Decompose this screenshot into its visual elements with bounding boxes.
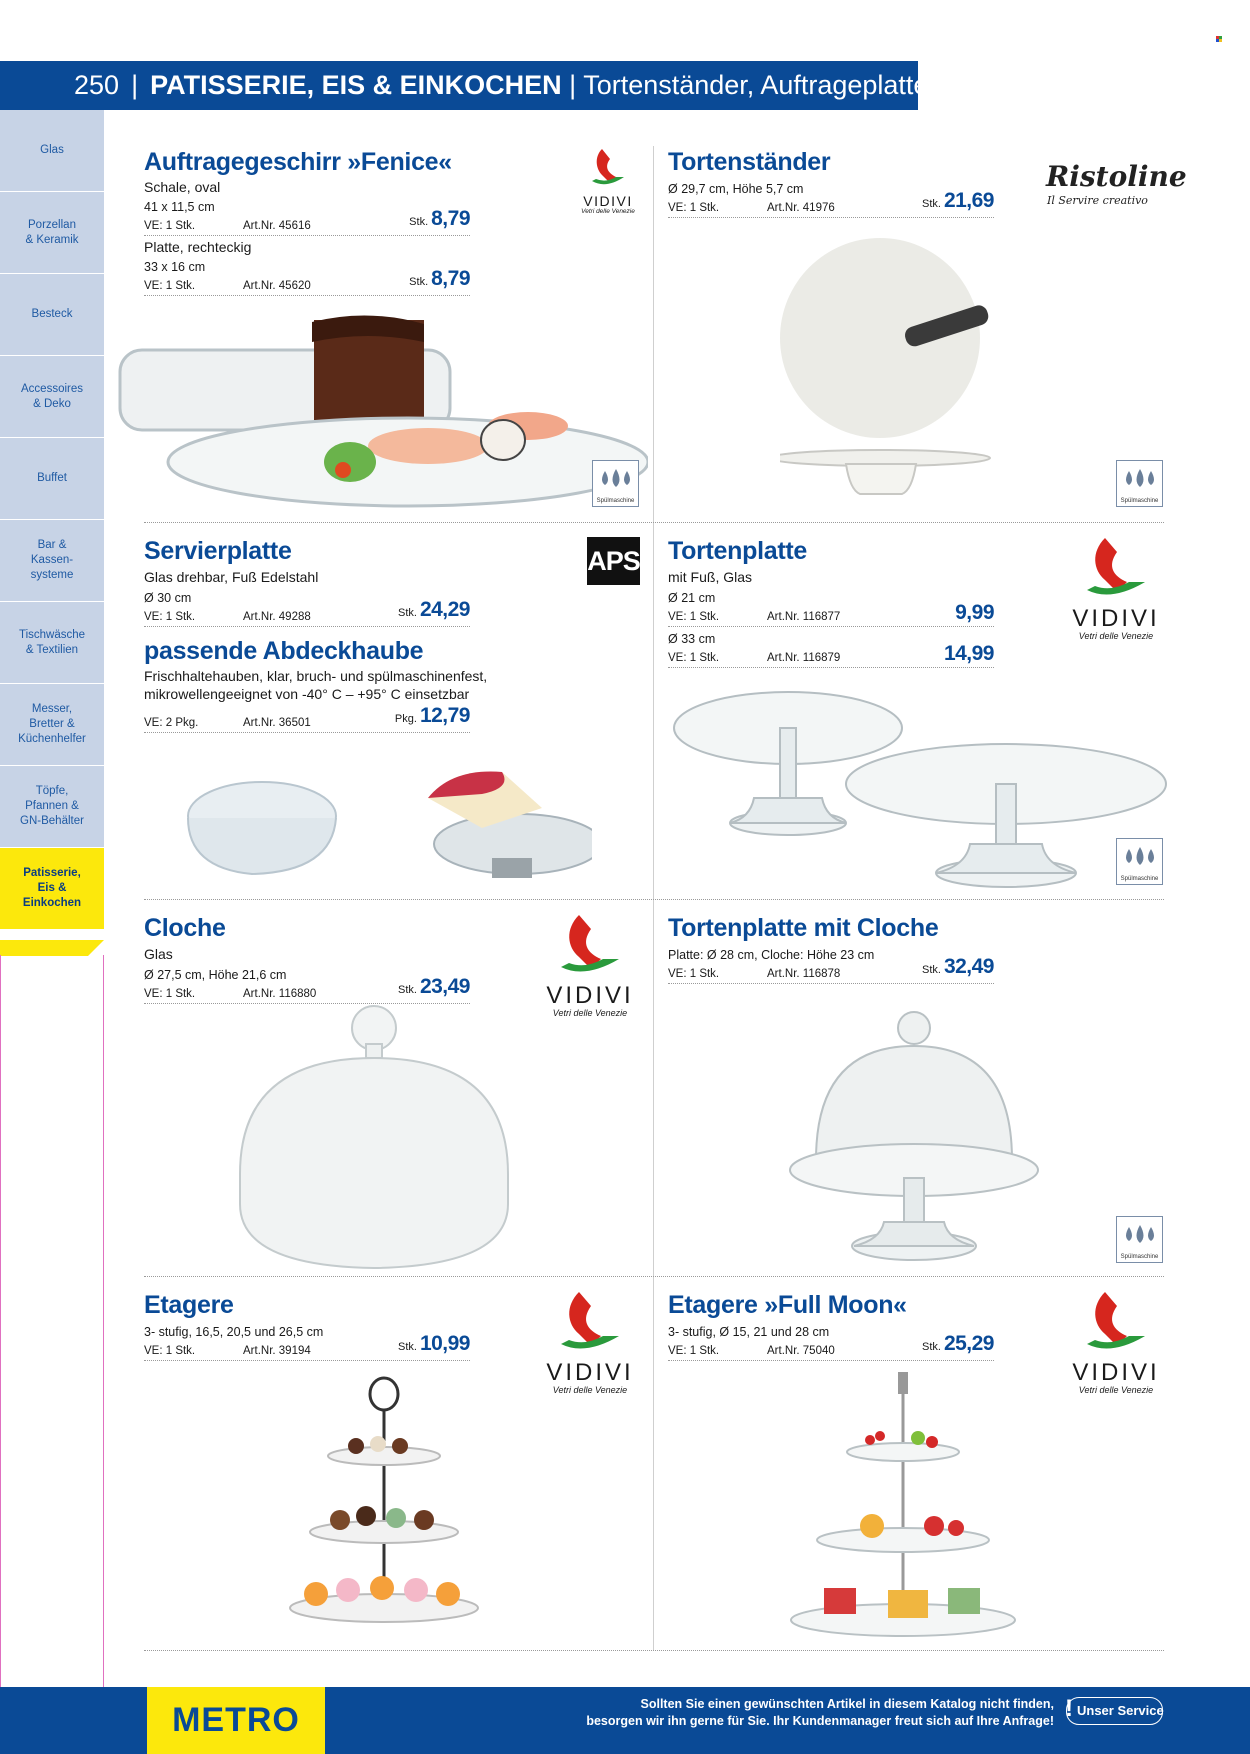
product-dimensions: 3- stufig, Ø 15, 21 und 28 cm xyxy=(668,1325,830,1339)
product-tortenplatte xyxy=(668,536,994,668)
price-unit: Stk. xyxy=(921,964,941,976)
product-title: Tortenplatte xyxy=(668,537,807,565)
price-value: 32,49 xyxy=(943,955,994,978)
price-unit: Pkg. xyxy=(394,713,417,725)
packaging-unit: VE: 1 Stk. xyxy=(668,1345,720,1357)
dishwasher-safe-icon xyxy=(1116,838,1163,885)
active-tab-tail xyxy=(0,940,104,956)
product-dimensions: Platte: Ø 28 cm, Cloche: Höhe 23 cm xyxy=(668,948,875,962)
vidivi-wordmark: VIDIVI xyxy=(583,193,633,209)
price-value: 9,99 xyxy=(955,601,994,624)
exclamation-icon: ! xyxy=(1065,1695,1073,1722)
article-number: Art.Nr. 36501 xyxy=(243,717,311,729)
packaging-unit: VE: 1 Stk. xyxy=(144,988,196,1000)
sidebar-item-tischwaesche[interactable]: Tischwäsche & Textilien xyxy=(0,602,104,684)
vidivi-logo xyxy=(540,913,640,1019)
article-number: Art.Nr. 39194 xyxy=(243,1345,311,1357)
product-dimensions: Ø 33 cm xyxy=(668,632,716,646)
price-value: 25,29 xyxy=(943,1332,994,1355)
product-title: Tortenständer xyxy=(668,148,831,176)
product-dimensions: 3- stufig, 16,5, 20,5 und 26,5 cm xyxy=(144,1325,324,1339)
dishwasher-label: Spülmaschine xyxy=(596,498,635,504)
price xyxy=(395,704,470,731)
ristoline-logo: Ristoline xyxy=(1046,160,1187,193)
footer-line-2: besorgen wir ihn gerne für Sie. Ihr Kundenmanager freut sich auf Ihre Anfrage! xyxy=(586,1714,1054,1728)
price-value: 12,79 xyxy=(419,704,470,727)
header-separator: | xyxy=(131,70,139,100)
product-etagere xyxy=(144,1290,470,1361)
price-value: 10,99 xyxy=(419,1332,470,1355)
metro-logo: METRO xyxy=(172,1701,300,1739)
price-unit: Stk. xyxy=(397,607,417,619)
product-dimensions: 33 x 16 cm xyxy=(144,260,206,274)
footer-message xyxy=(586,1696,1054,1730)
product-dimensions: Ø 27,5 cm, Höhe 21,6 cm xyxy=(144,968,287,982)
price xyxy=(398,1332,470,1359)
price xyxy=(409,267,470,294)
dishwasher-label: Spülmaschine xyxy=(1120,1254,1159,1260)
dishwasher-label: Spülmaschine xyxy=(1120,876,1159,882)
vidivi-logo xyxy=(1066,1290,1166,1396)
vidivi-logo xyxy=(1066,536,1166,642)
price-value: 8,79 xyxy=(431,267,470,290)
etagere-image xyxy=(286,1376,482,1638)
price xyxy=(398,975,470,1002)
price-unit: Stk. xyxy=(921,1341,941,1353)
vidivi-emblem xyxy=(1081,536,1151,602)
sidebar-item-toepfe[interactable]: Töpfe, Pfannen & GN-Behälter xyxy=(0,766,104,848)
row-divider-3 xyxy=(144,1276,1164,1277)
dishwasher-label: Spülmaschine xyxy=(1120,498,1159,504)
price-row xyxy=(668,601,994,627)
row-divider-4 xyxy=(144,1650,1164,1651)
price-unit: Stk. xyxy=(397,1341,417,1353)
product-title: passende Abdeckhaube xyxy=(144,637,424,665)
sidebar-border xyxy=(0,955,104,1687)
product-description: Glas xyxy=(144,946,173,962)
product-fenice xyxy=(144,147,470,296)
sidebar-item-buffet[interactable]: Buffet xyxy=(0,438,104,520)
price-value: 21,69 xyxy=(943,189,994,212)
product-title: Etagere xyxy=(144,1291,234,1319)
product-dimensions: Ø 29,7 cm, Höhe 5,7 cm xyxy=(668,182,804,196)
price-row xyxy=(144,704,470,733)
vidivi-logo xyxy=(577,147,639,216)
product-name: Platte, rechteckig xyxy=(144,239,252,255)
packaging-unit: VE: 1 Stk. xyxy=(144,611,196,623)
vidivi-emblem xyxy=(555,1290,625,1356)
product-servierplatte xyxy=(144,536,487,733)
vidivi-logo xyxy=(540,1290,640,1396)
article-number: Art.Nr. 45616 xyxy=(243,220,311,232)
packaging-unit: VE: 1 Stk. xyxy=(668,202,720,214)
packaging-unit: VE: 1 Stk. xyxy=(144,1345,196,1357)
product-dimensions: Ø 30 cm xyxy=(144,591,192,605)
article-number: Art.Nr. 49288 xyxy=(243,611,311,623)
servierplatte-image xyxy=(182,768,592,892)
product-description: mikrowellengeeignet von -40° C – +95° C einsetzbar xyxy=(144,686,470,702)
dishwasher-safe-icon xyxy=(1116,1216,1163,1263)
vidivi-wordmark: VIDIVI xyxy=(1072,605,1160,632)
vidivi-wordmark: VIDIVI xyxy=(546,1359,634,1386)
product-title: Cloche xyxy=(144,914,226,942)
sidebar-item-porzellan[interactable]: Porzellan & Keramik xyxy=(0,192,104,274)
color-registration-mark xyxy=(1216,36,1223,43)
product-title: Auftragegeschirr »Fenice« xyxy=(144,148,452,176)
sidebar-item-besteck[interactable]: Besteck xyxy=(0,274,104,356)
row-divider-2 xyxy=(144,899,1164,900)
price-unit: Stk. xyxy=(921,198,941,210)
footer-line-1: Sollten Sie einen gewünschten Artikel in diesem Katalog nicht finden, xyxy=(640,1697,1054,1711)
packaging-unit: VE: 1 Stk. xyxy=(668,611,720,623)
subsection-title: | Tortenständer, Auftrageplatten xyxy=(569,70,944,100)
price-value: 24,29 xyxy=(419,598,470,621)
product-etagere-fullmoon xyxy=(668,1290,994,1361)
product-title: Etagere »Full Moon« xyxy=(668,1291,907,1319)
ristoline-tagline: Il Servire creativo xyxy=(1047,194,1148,207)
price-value: 8,79 xyxy=(431,207,470,230)
product-dimensions: Ø 21 cm xyxy=(668,591,716,605)
product-tortenstaender xyxy=(668,147,994,218)
price xyxy=(922,955,994,982)
tortenstaender-image xyxy=(780,238,1010,508)
price xyxy=(922,189,994,216)
section-title: PATISSERIE, EIS & EINKOCHEN xyxy=(150,70,562,100)
price xyxy=(409,207,470,234)
vidivi-emblem xyxy=(588,147,628,189)
article-number: Art.Nr. 45620 xyxy=(243,280,311,292)
price-unit: Stk. xyxy=(397,984,417,996)
sidebar-item-accessoires[interactable]: Accessoires & Deko xyxy=(0,356,104,438)
row-divider-1 xyxy=(144,522,1164,523)
page-header xyxy=(0,61,944,110)
sidebar-item-glas[interactable]: Glas xyxy=(0,110,104,192)
product-tortenplatte-cloche xyxy=(668,913,994,984)
vidivi-tagline: Vetri delle Venezie xyxy=(1078,1385,1154,1395)
price-value: 23,49 xyxy=(419,975,470,998)
product-dimensions: 41 x 11,5 cm xyxy=(144,200,215,214)
article-number: Art.Nr. 75040 xyxy=(767,1345,835,1357)
price-unit: Stk. xyxy=(409,216,429,228)
product-description: Glas drehbar, Fuß Edelstahl xyxy=(144,569,319,585)
product-title: Tortenplatte mit Cloche xyxy=(668,914,939,942)
price-unit: Stk. xyxy=(409,276,429,288)
tortenplatte-cloche-image xyxy=(788,1010,1044,1264)
vidivi-tagline: Vetri delle Venezie xyxy=(581,208,635,215)
vidivi-emblem xyxy=(1081,1290,1151,1356)
packaging-unit: VE: 1 Stk. xyxy=(668,968,720,980)
article-number: Art.Nr. 116877 xyxy=(767,611,841,623)
etagere-fullmoon-image xyxy=(788,1372,1020,1640)
packaging-unit: VE: 1 Stk. xyxy=(144,220,196,232)
service-button[interactable]: Unser Service xyxy=(1066,1697,1163,1725)
price-row xyxy=(668,642,994,668)
sidebar-item-patisserie[interactable]: Patisserie, Eis & Einkochen xyxy=(0,848,104,930)
vidivi-wordmark: VIDIVI xyxy=(546,982,634,1009)
product-description: mit Fuß, Glas xyxy=(668,569,753,585)
article-number: Art.Nr. 116880 xyxy=(243,988,317,1000)
packaging-unit: VE: 1 Stk. xyxy=(668,652,720,664)
sidebar-item-messer[interactable]: Messer, Bretter & Küchenhelfer xyxy=(0,684,104,766)
product-title: Servierplatte xyxy=(144,537,292,565)
aps-logo: APS xyxy=(587,537,640,585)
tortenplatte-image xyxy=(670,688,1170,898)
product-name: Schale, oval xyxy=(144,179,221,195)
vidivi-emblem xyxy=(555,913,625,979)
article-number: Art.Nr. 116878 xyxy=(767,968,841,980)
vidivi-tagline: Vetri delle Venezie xyxy=(552,1008,628,1018)
packaging-unit: VE: 2 Pkg. xyxy=(144,717,199,729)
cloche-image xyxy=(236,1004,512,1272)
page-number: 250 xyxy=(74,70,120,100)
dishwasher-safe-icon xyxy=(592,460,639,507)
product-description: Frischhaltehauben, klar, bruch- und spülmaschinenfest, xyxy=(144,668,488,684)
product-cloche xyxy=(144,913,470,1004)
price xyxy=(922,1332,994,1359)
article-number: Art.Nr. 41976 xyxy=(767,202,835,214)
article-number: Art.Nr. 116879 xyxy=(767,652,841,664)
fenice-platter-image xyxy=(118,312,648,518)
price-value: 14,99 xyxy=(943,642,994,665)
packaging-unit: VE: 1 Stk. xyxy=(144,280,196,292)
vidivi-tagline: Vetri delle Venezie xyxy=(1078,631,1154,641)
price xyxy=(398,598,470,625)
vidivi-tagline: Vetri delle Venezie xyxy=(552,1385,628,1395)
category-sidebar xyxy=(0,110,104,930)
dishwasher-safe-icon xyxy=(1116,460,1163,507)
sidebar-item-bar[interactable]: Bar & Kassen- systeme xyxy=(0,520,104,602)
vidivi-wordmark: VIDIVI xyxy=(1072,1359,1160,1386)
